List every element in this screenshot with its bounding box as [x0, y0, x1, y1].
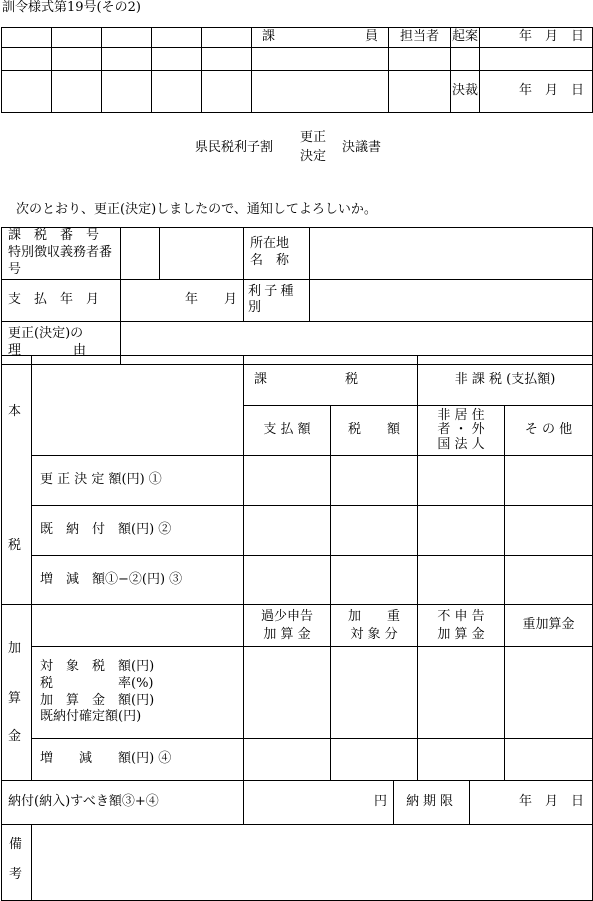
cell[interactable] — [331, 556, 418, 605]
cell[interactable] — [418, 739, 505, 781]
stamp-box-4b[interactable] — [152, 48, 202, 71]
rishi-shubetsu-label: 利子種別 — [244, 279, 310, 321]
cell[interactable] — [505, 739, 593, 781]
stamp-box-1b[interactable] — [2, 48, 52, 71]
approval-table — [1, 27, 593, 113]
kian-date[interactable]: 年 月 日 — [480, 28, 593, 48]
stamp-box-5c[interactable] — [202, 71, 252, 113]
title-suffix: 決議書 — [342, 140, 382, 155]
stamp-box-5[interactable] — [202, 28, 252, 48]
cell[interactable] — [244, 556, 331, 605]
payment-label: 納付(納入)すべき額③+④ — [2, 781, 244, 825]
kazei-header: 課 税 — [244, 356, 418, 406]
kasan-side-label: 加 算 金 — [2, 605, 32, 781]
kigen-date[interactable]: 年 月 日 — [470, 781, 593, 825]
ka-in-header — [252, 28, 389, 48]
col-jukasan: 重加算金 — [505, 605, 593, 647]
cell[interactable] — [244, 456, 331, 506]
info-table — [1, 227, 593, 365]
tax-side-label: 本 税 — [2, 356, 32, 605]
stamp-box-2[interactable] — [52, 28, 102, 48]
cell[interactable] — [331, 506, 418, 556]
form-number: 訓令様式第19号(その2) — [2, 0, 141, 15]
kazei-bango-value2[interactable] — [160, 228, 244, 280]
cell[interactable] — [244, 506, 331, 556]
kasan-detail-labels: 対 象 税 額(円) 税 率(%) 加 算 金 額(円) 既納付確定額(円) — [32, 647, 244, 739]
stamp-box-4[interactable] — [152, 28, 202, 48]
remarks-table — [1, 824, 593, 901]
col-zei: 税 額 — [331, 406, 418, 456]
riyu-label: 更正(決定)の 理 由 — [2, 321, 121, 364]
tanto-stamp[interactable] — [389, 48, 451, 71]
row-zougen-label: 増 減 額①−②(円) ③ — [32, 556, 244, 605]
stamp-box-3b[interactable] — [102, 48, 152, 71]
cell[interactable] — [244, 647, 331, 739]
cell[interactable] — [331, 739, 418, 781]
col-hikyoju: 非 居 住 者 ・ 外 国 法 人 — [418, 406, 505, 456]
col-fushinkoku: 不 申 告 加 算 金 — [418, 605, 505, 647]
payment-amount[interactable]: 円 — [244, 781, 394, 825]
kasan-table — [1, 604, 593, 781]
kessai-label: 決裁 — [451, 71, 480, 113]
remarks-label: 備 考 — [2, 825, 32, 901]
kian-filler-2 — [480, 48, 593, 71]
payment-table — [1, 780, 593, 825]
col-shiharai: 支 払 額 — [244, 406, 331, 456]
tanto-stamp-b[interactable] — [389, 71, 451, 113]
hikazei-header: 非 課 税 (支払額) — [418, 356, 593, 406]
shozaichi-value[interactable] — [310, 228, 593, 280]
kazei-bango-label: 課 税 番 号 特別徴収義務者番号 — [2, 228, 121, 280]
ka-in-stamp-b[interactable] — [252, 71, 389, 113]
shiharai-value[interactable]: 年 月 — [121, 279, 244, 321]
stamp-box-3[interactable] — [102, 28, 152, 48]
title-prefix: 県民税利子割 — [195, 140, 274, 155]
row-kinou-label: 既 納 付 額(円) ② — [32, 506, 244, 556]
title-lower: 決定 — [300, 149, 327, 164]
stamp-box-4c[interactable] — [152, 71, 202, 113]
kian-label: 起案 — [451, 28, 480, 48]
shiharai-label: 支 払 年 月 — [2, 279, 121, 321]
kasan-corner-blank — [32, 605, 244, 647]
cell[interactable] — [244, 739, 331, 781]
shozaichi-label: 所在地 名 称 — [244, 228, 310, 280]
stamp-box-5b[interactable] — [202, 48, 252, 71]
kasan-zougen-label: 増 減 額(円) ④ — [32, 739, 244, 781]
cell[interactable] — [505, 647, 593, 739]
stamp-box-1[interactable] — [2, 28, 52, 48]
stamp-box-3c[interactable] — [102, 71, 152, 113]
tax-corner-blank — [32, 356, 244, 456]
cell[interactable] — [505, 556, 593, 605]
kigen-label: 納期限 — [394, 781, 470, 825]
title-upper: 更正 — [300, 130, 327, 145]
col-kashou: 過少申告 加 算 金 — [244, 605, 331, 647]
row-kousei-label: 更 正 決 定 額(円) ① — [32, 456, 244, 506]
col-sonota: そ の 他 — [505, 406, 593, 456]
stamp-box-2b[interactable] — [52, 48, 102, 71]
cell[interactable] — [505, 456, 593, 506]
cell[interactable] — [505, 506, 593, 556]
cell[interactable] — [331, 456, 418, 506]
remarks-field[interactable] — [32, 825, 593, 901]
cell[interactable] — [331, 647, 418, 739]
ka-label: 課 — [262, 29, 276, 45]
cell[interactable] — [418, 556, 505, 605]
col-kajuu: 加 重 対 象 分 — [331, 605, 418, 647]
kessai-date[interactable]: 年 月 日 — [480, 71, 593, 113]
ka-in-stamp[interactable] — [252, 48, 389, 71]
kazei-bango-value[interactable] — [121, 228, 160, 280]
cell[interactable] — [418, 647, 505, 739]
cell[interactable] — [418, 506, 505, 556]
intro-text: 次のとおり、更正(決定)しましたので、通知してよろしいか。 — [16, 202, 377, 217]
stamp-box-1c[interactable] — [2, 71, 52, 113]
rishi-shubetsu-value[interactable] — [310, 279, 593, 321]
tanto-header: 担当者 — [389, 28, 451, 48]
in-label: 員 — [364, 29, 378, 45]
stamp-box-2c[interactable] — [52, 71, 102, 113]
tax-table — [1, 355, 593, 605]
kian-filler — [451, 48, 480, 71]
cell[interactable] — [418, 456, 505, 506]
